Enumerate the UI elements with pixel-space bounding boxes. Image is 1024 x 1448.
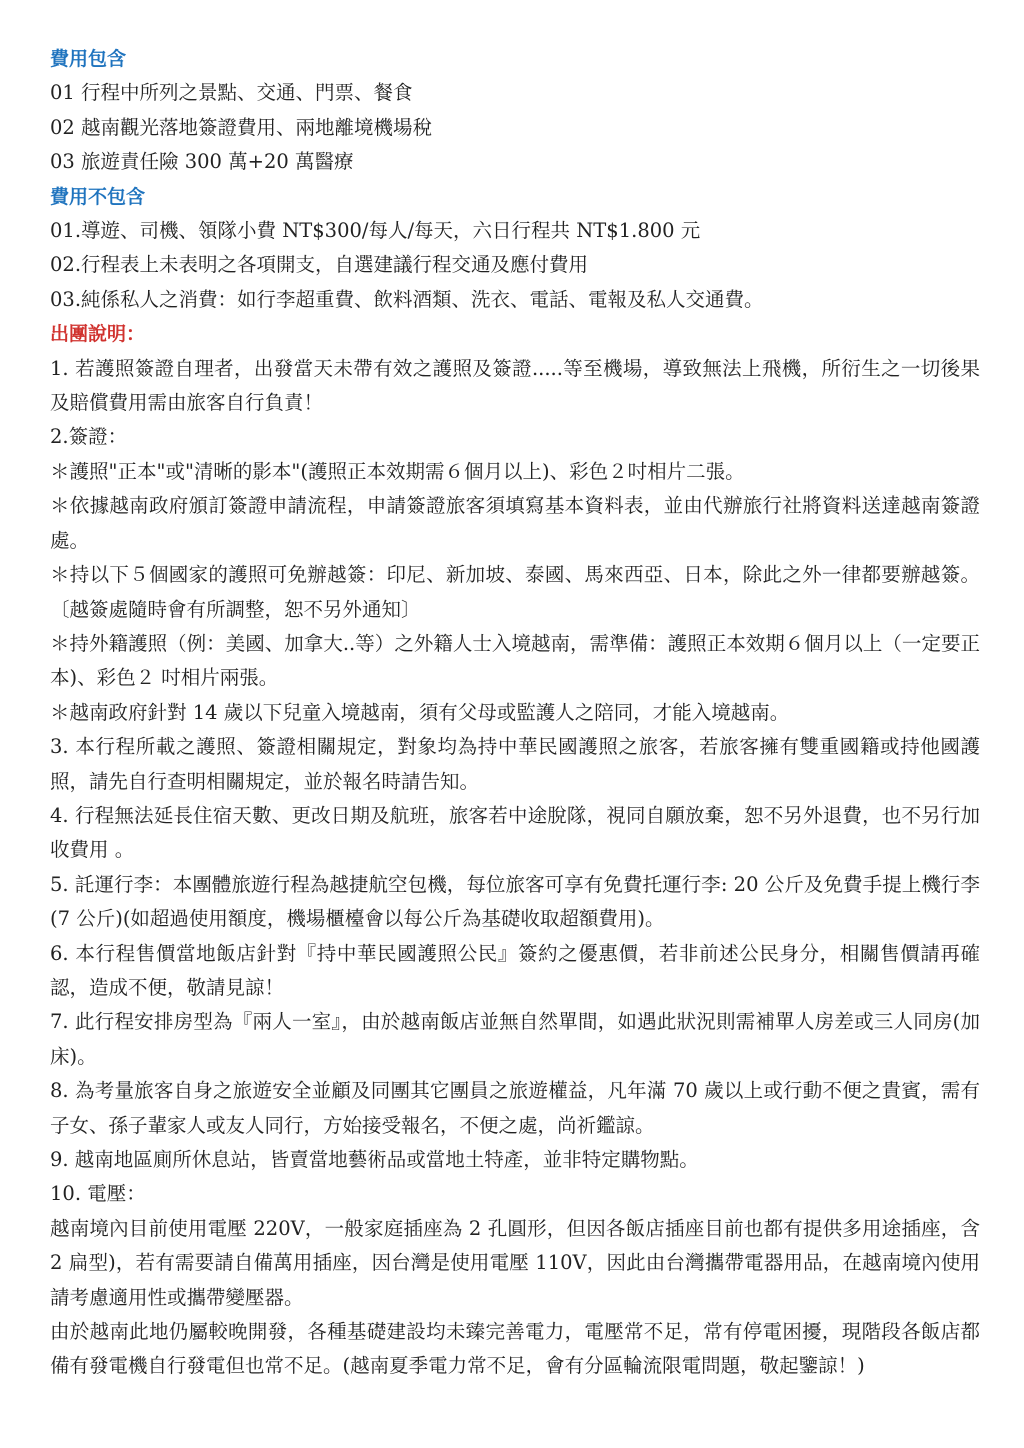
excluded-item-2: 02.行程表上未表明之各項開支，自選建議行程交通及應付費用 <box>50 253 589 277</box>
document-page <box>50 42 987 1384</box>
note-visa-children: ＊越南政府針對 14 歲以下兒童入境越南，須有父母或監護人之陪同，才能入境越南。 <box>50 700 790 724</box>
included-item-3: 03 旅遊責任險 300 萬+20 萬醫療 <box>50 150 354 174</box>
note-visa-foreign: ＊持外籍護照（例：美國、加拿大..等）之外籍人士入境越南，需準備：護照正本效期６個月以上（一定要正本)、彩色２ 吋相片兩張。 <box>50 631 980 690</box>
excluded-heading: 費用不包含 <box>50 185 146 208</box>
notes-heading: 出團說明： <box>50 323 146 346</box>
note-luggage: 5. 託運行李：本團體旅遊行程為越捷航空包機，每位旅客可享有免費托運行李: 20 公斤及免費手提上機行李(7 公斤)(如超過使用額度，機場櫃檯會以每公斤為基礎收取超額費用)。 <box>50 872 980 931</box>
note-voltage-sockets: 越南境內目前使用電壓 220V，一般家庭插座為 2 孔圓形，但因各飯店插座目前也都有提供多用途插座，含 2 扁型)，若有需要請自備萬用插座，因台灣是使用電壓 110V，因此由台灣攜帶電器用品，在越南境內使用請考慮適用性或攜帶變壓器。 <box>50 1216 987 1309</box>
included-heading: 費用包含 <box>50 48 127 70</box>
excluded-item-1: 01.導遊、司機、領隊小費 NT$300/每人/每天，六日行程共 NT$1.800 元 <box>50 219 701 243</box>
excluded-item-3: 03.純係私人之消費：如行李超重費、飲料酒類、洗衣、電話、電報及私人交通費。 <box>50 287 764 311</box>
included-item-2: 02 越南觀光落地簽證費用、兩地離境機場稅 <box>50 115 433 139</box>
note-visa-photo: ＊護照"正本"或"清晰的影本"(護照正本效期需６個月以上)、彩色２吋相片二張。 <box>50 459 745 483</box>
note-visa-exempt: ＊持以下５個國家的護照可免辦越簽：印尼、新加坡、泰國、馬來西亞、日本，除此之外一律都要辦越簽。〔越簽處隨時會有所調整，恕不另外通知〕 <box>50 563 980 621</box>
note-elderly: 8. 為考量旅客自身之旅遊安全並顧及同團其它團員之旅遊權益，凡年滿 70 歲以上或行動不便之貴賓，需有子女、孫子輩家人或友人同行，方始接受報名，不便之處，尚祈鑑諒。 <box>50 1079 980 1137</box>
note-visa-heading: 2.簽證： <box>50 425 128 449</box>
note-power-supply: 由於越南此地仍屬較晚開發，各種基礎建設均未臻完善電力，電壓常不足，常有停電困擾，現階段各飯店都備有發電機自行發電但也常不足。(越南夏季電力常不足，會有分區輪流限電問題，敬起鑒諒！) <box>50 1320 980 1378</box>
note-pricing: 6. 本行程售價當地飯店針對『持中華民國護照公民』簽約之優惠價，若非前述公民身分，相關售價請再確認，造成不便，敬請見諒！ <box>50 941 980 999</box>
note-visa-process: ＊依據越南政府頒訂簽證申請流程，申請簽證旅客須填寫基本資料表，並由代辦旅行社將資料送達越南簽證處。 <box>50 494 980 552</box>
note-voltage-heading: 10. 電壓： <box>50 1182 146 1206</box>
note-rest-stops: 9. 越南地區廁所休息站，皆賣當地藝術品或當地土特產，並非特定購物點。 <box>50 1148 699 1171</box>
included-item-1: 01 行程中所列之景點、交通、門票、餐食 <box>50 81 413 105</box>
note-passport-rules: 3. 本行程所載之護照、簽證相關規定，對象均為持中華民國護照之旅客，若旅客擁有雙重國籍或持他國護照，請先自行查明相關規定，並於報名時請告知。 <box>50 735 980 793</box>
note-passport-self: 1. 若護照簽證自理者，出發當天未帶有效之護照及簽證.....等至機場，導致無法上飛機，所衍生之一切後果及賠償費用需由旅客自行負責！ <box>50 356 980 415</box>
note-room-type: 7. 此行程安排房型為『兩人一室』，由於越南飯店並無自然單間，如遇此狀況則需補單人房差或三人同房(加床)。 <box>50 1010 980 1068</box>
note-itinerary-changes: 4. 行程無法延長住宿天數、更改日期及航班，旅客若中途脫隊，視同自願放棄，恕不另外退費，也不另行加收費用 。 <box>50 803 980 862</box>
